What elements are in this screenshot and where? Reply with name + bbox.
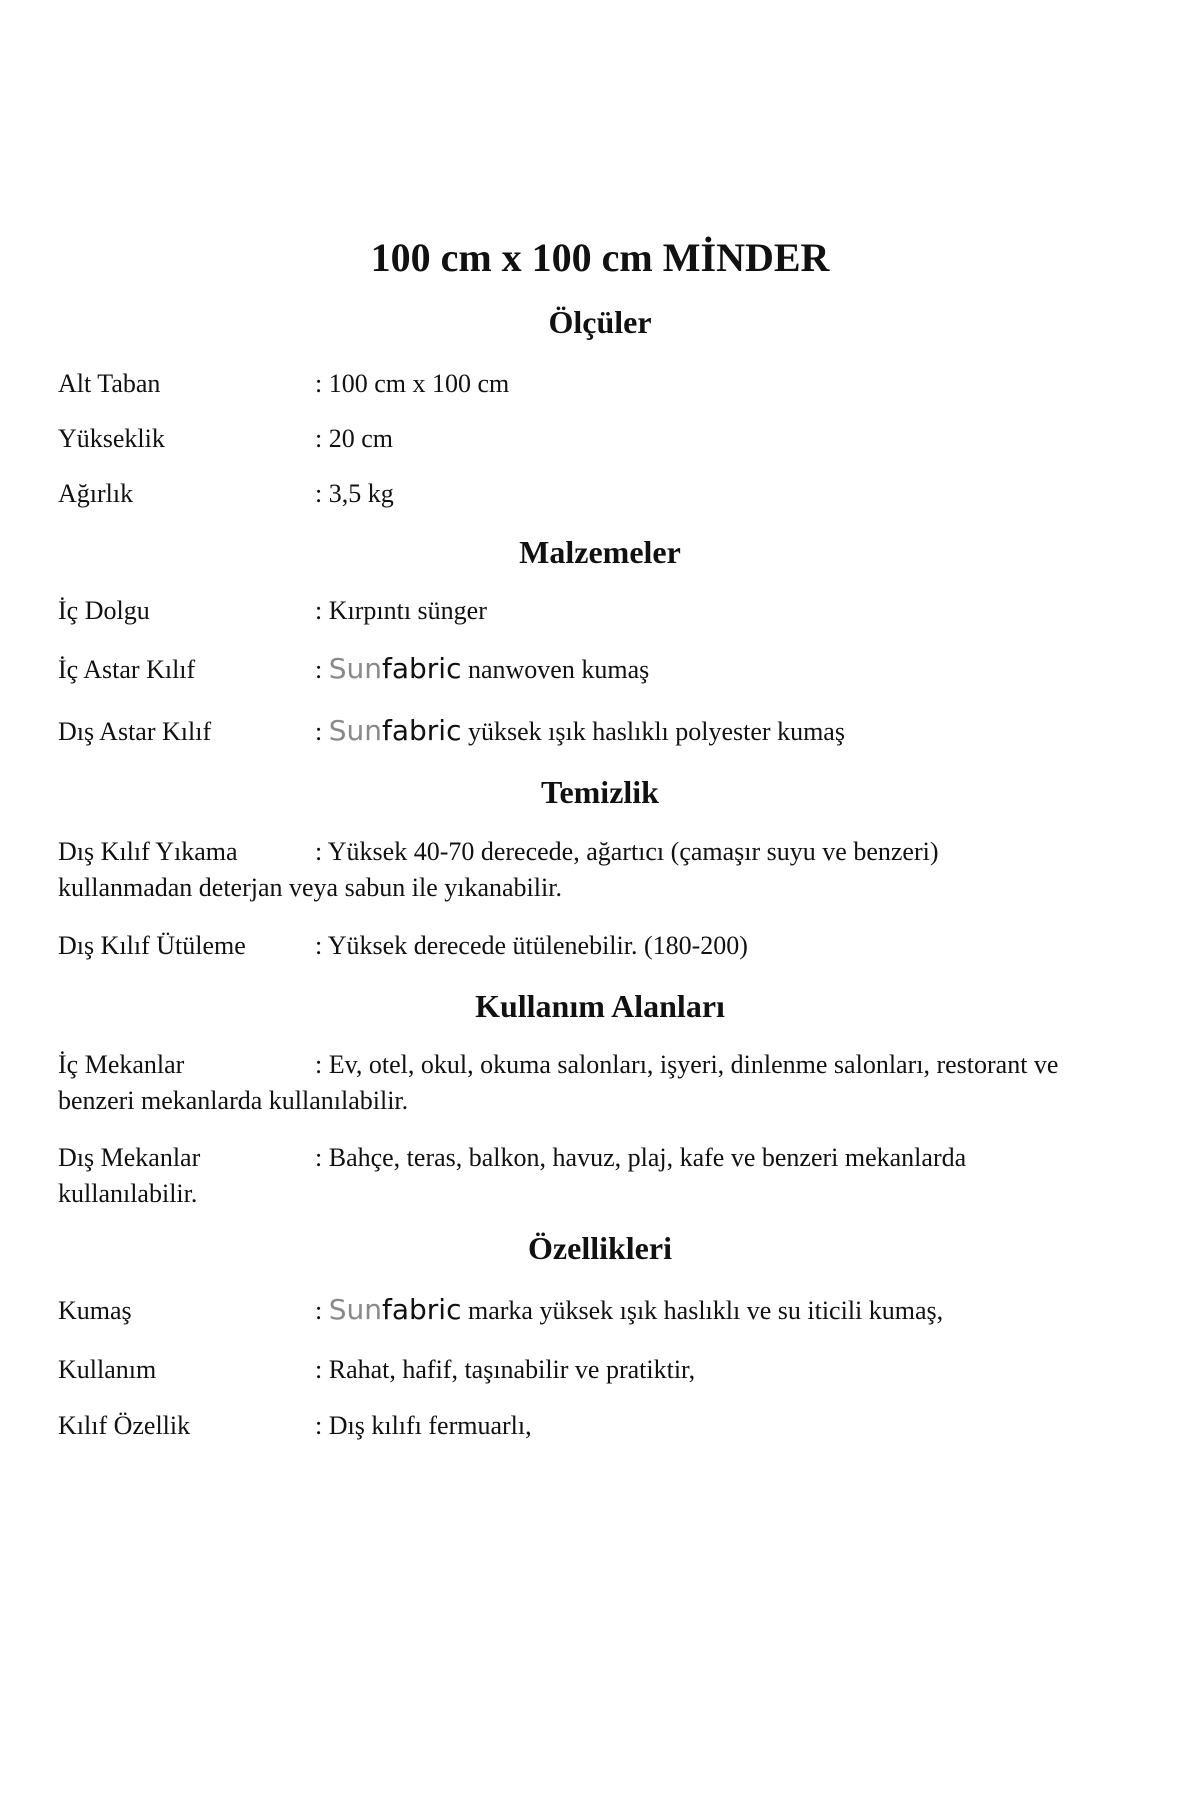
section-heading-ozellikleri: Özellikleri xyxy=(528,1230,672,1266)
spec-label: İç Astar Kılıf xyxy=(58,655,196,684)
spec-value-continuation: kullanmadan deterjan veya sabun ile yıkanabilir. xyxy=(58,873,562,902)
spec-row-dis-astar-kilif xyxy=(58,713,1148,750)
spec-label: Alt Taban xyxy=(58,369,161,398)
spec-label: Kullanım xyxy=(58,1355,157,1384)
brand-name-fabric: fabric xyxy=(382,1293,462,1326)
spec-value-continuation: benzeri mekanlarda kullanılabilir. xyxy=(58,1086,409,1115)
spec-value-suffix: yüksek ışık haslıklı polyester kumaş xyxy=(461,717,845,746)
spec-label: Ağırlık xyxy=(58,479,134,508)
spec-value: : Bahçe, teras, balkon, havuz, plaj, kafe ve benzeri mekanlarda xyxy=(315,1143,967,1172)
spec-value: : Yüksek derecede ütülenebilir. (180-200) xyxy=(315,931,748,960)
spec-label: Kılıf Özellik xyxy=(58,1411,191,1440)
spec-value: : 3,5 kg xyxy=(315,479,394,508)
spec-value: : Yüksek 40-70 derecede, ağartıcı (çamaşır suyu ve benzeri) xyxy=(315,837,939,866)
spec-value: : Ev, otel, okul, okuma salonları, işyeri, dinlenme salonları, restorant ve xyxy=(315,1050,1059,1079)
spec-label: Kumaş xyxy=(58,1296,132,1325)
spec-label: Yükseklik xyxy=(58,424,165,453)
spec-row-agirlik xyxy=(58,476,1148,512)
spec-value: : 100 cm x 100 cm xyxy=(315,369,510,398)
spec-row-dis-mekanlar xyxy=(58,1140,1148,1212)
spec-value-suffix: nanwoven kumaş xyxy=(461,655,650,684)
spec-row-dis-kilif-utuleme xyxy=(58,928,1148,964)
section-heading-olculer: Ölçüler xyxy=(548,304,652,340)
spec-value-prefix: : xyxy=(315,717,329,746)
spec-row-kullanim xyxy=(58,1352,1148,1388)
brand-name-sun: Sun xyxy=(328,1293,382,1326)
brand-name-fabric: fabric xyxy=(382,714,462,747)
section-heading-temizlik: Temizlik xyxy=(541,774,659,810)
spec-label: İç Dolgu xyxy=(58,596,150,625)
spec-value-prefix: : xyxy=(315,655,329,684)
spec-label: Dış Astar Kılıf xyxy=(58,717,212,746)
spec-label: Dış Kılıf Ütüleme xyxy=(58,931,246,960)
spec-row-alt-taban xyxy=(58,366,1148,402)
section-heading-malzemeler: Malzemeler xyxy=(519,534,681,570)
spec-value-suffix: marka yüksek ışık haslıklı ve su iticili kumaş, xyxy=(461,1296,944,1325)
spec-value-prefix: : xyxy=(315,1296,329,1325)
spec-value: : Kırpıntı sünger xyxy=(315,596,487,625)
spec-value-continuation: kullanılabilir. xyxy=(58,1179,198,1208)
brand-name-sun: Sun xyxy=(328,714,382,747)
spec-row-ic-dolgu xyxy=(58,593,1148,629)
spec-label: İç Mekanlar xyxy=(58,1050,185,1079)
spec-row-kumas xyxy=(58,1292,1148,1329)
spec-value: : Rahat, hafif, taşınabilir ve pratiktir, xyxy=(315,1355,696,1384)
spec-label: Dış Kılıf Yıkama xyxy=(58,837,238,866)
page-title: 100 cm x 100 cm MİNDER xyxy=(370,235,830,280)
spec-row-dis-kilif-yikama xyxy=(58,834,1148,906)
spec-row-kilif-ozellik xyxy=(58,1408,1148,1444)
spec-value: : Dış kılıfı fermuarlı, xyxy=(315,1411,532,1440)
spec-label: Dış Mekanlar xyxy=(58,1143,201,1172)
spec-row-yukseklik xyxy=(58,421,1148,457)
brand-name-fabric: fabric xyxy=(382,652,462,685)
spec-value: : 20 cm xyxy=(315,424,393,453)
spec-row-ic-mekanlar xyxy=(58,1047,1148,1119)
brand-name-sun: Sun xyxy=(328,652,382,685)
spec-row-ic-astar-kilif xyxy=(58,651,1148,688)
section-heading-kullanim-alanlari: Kullanım Alanları xyxy=(475,988,725,1024)
